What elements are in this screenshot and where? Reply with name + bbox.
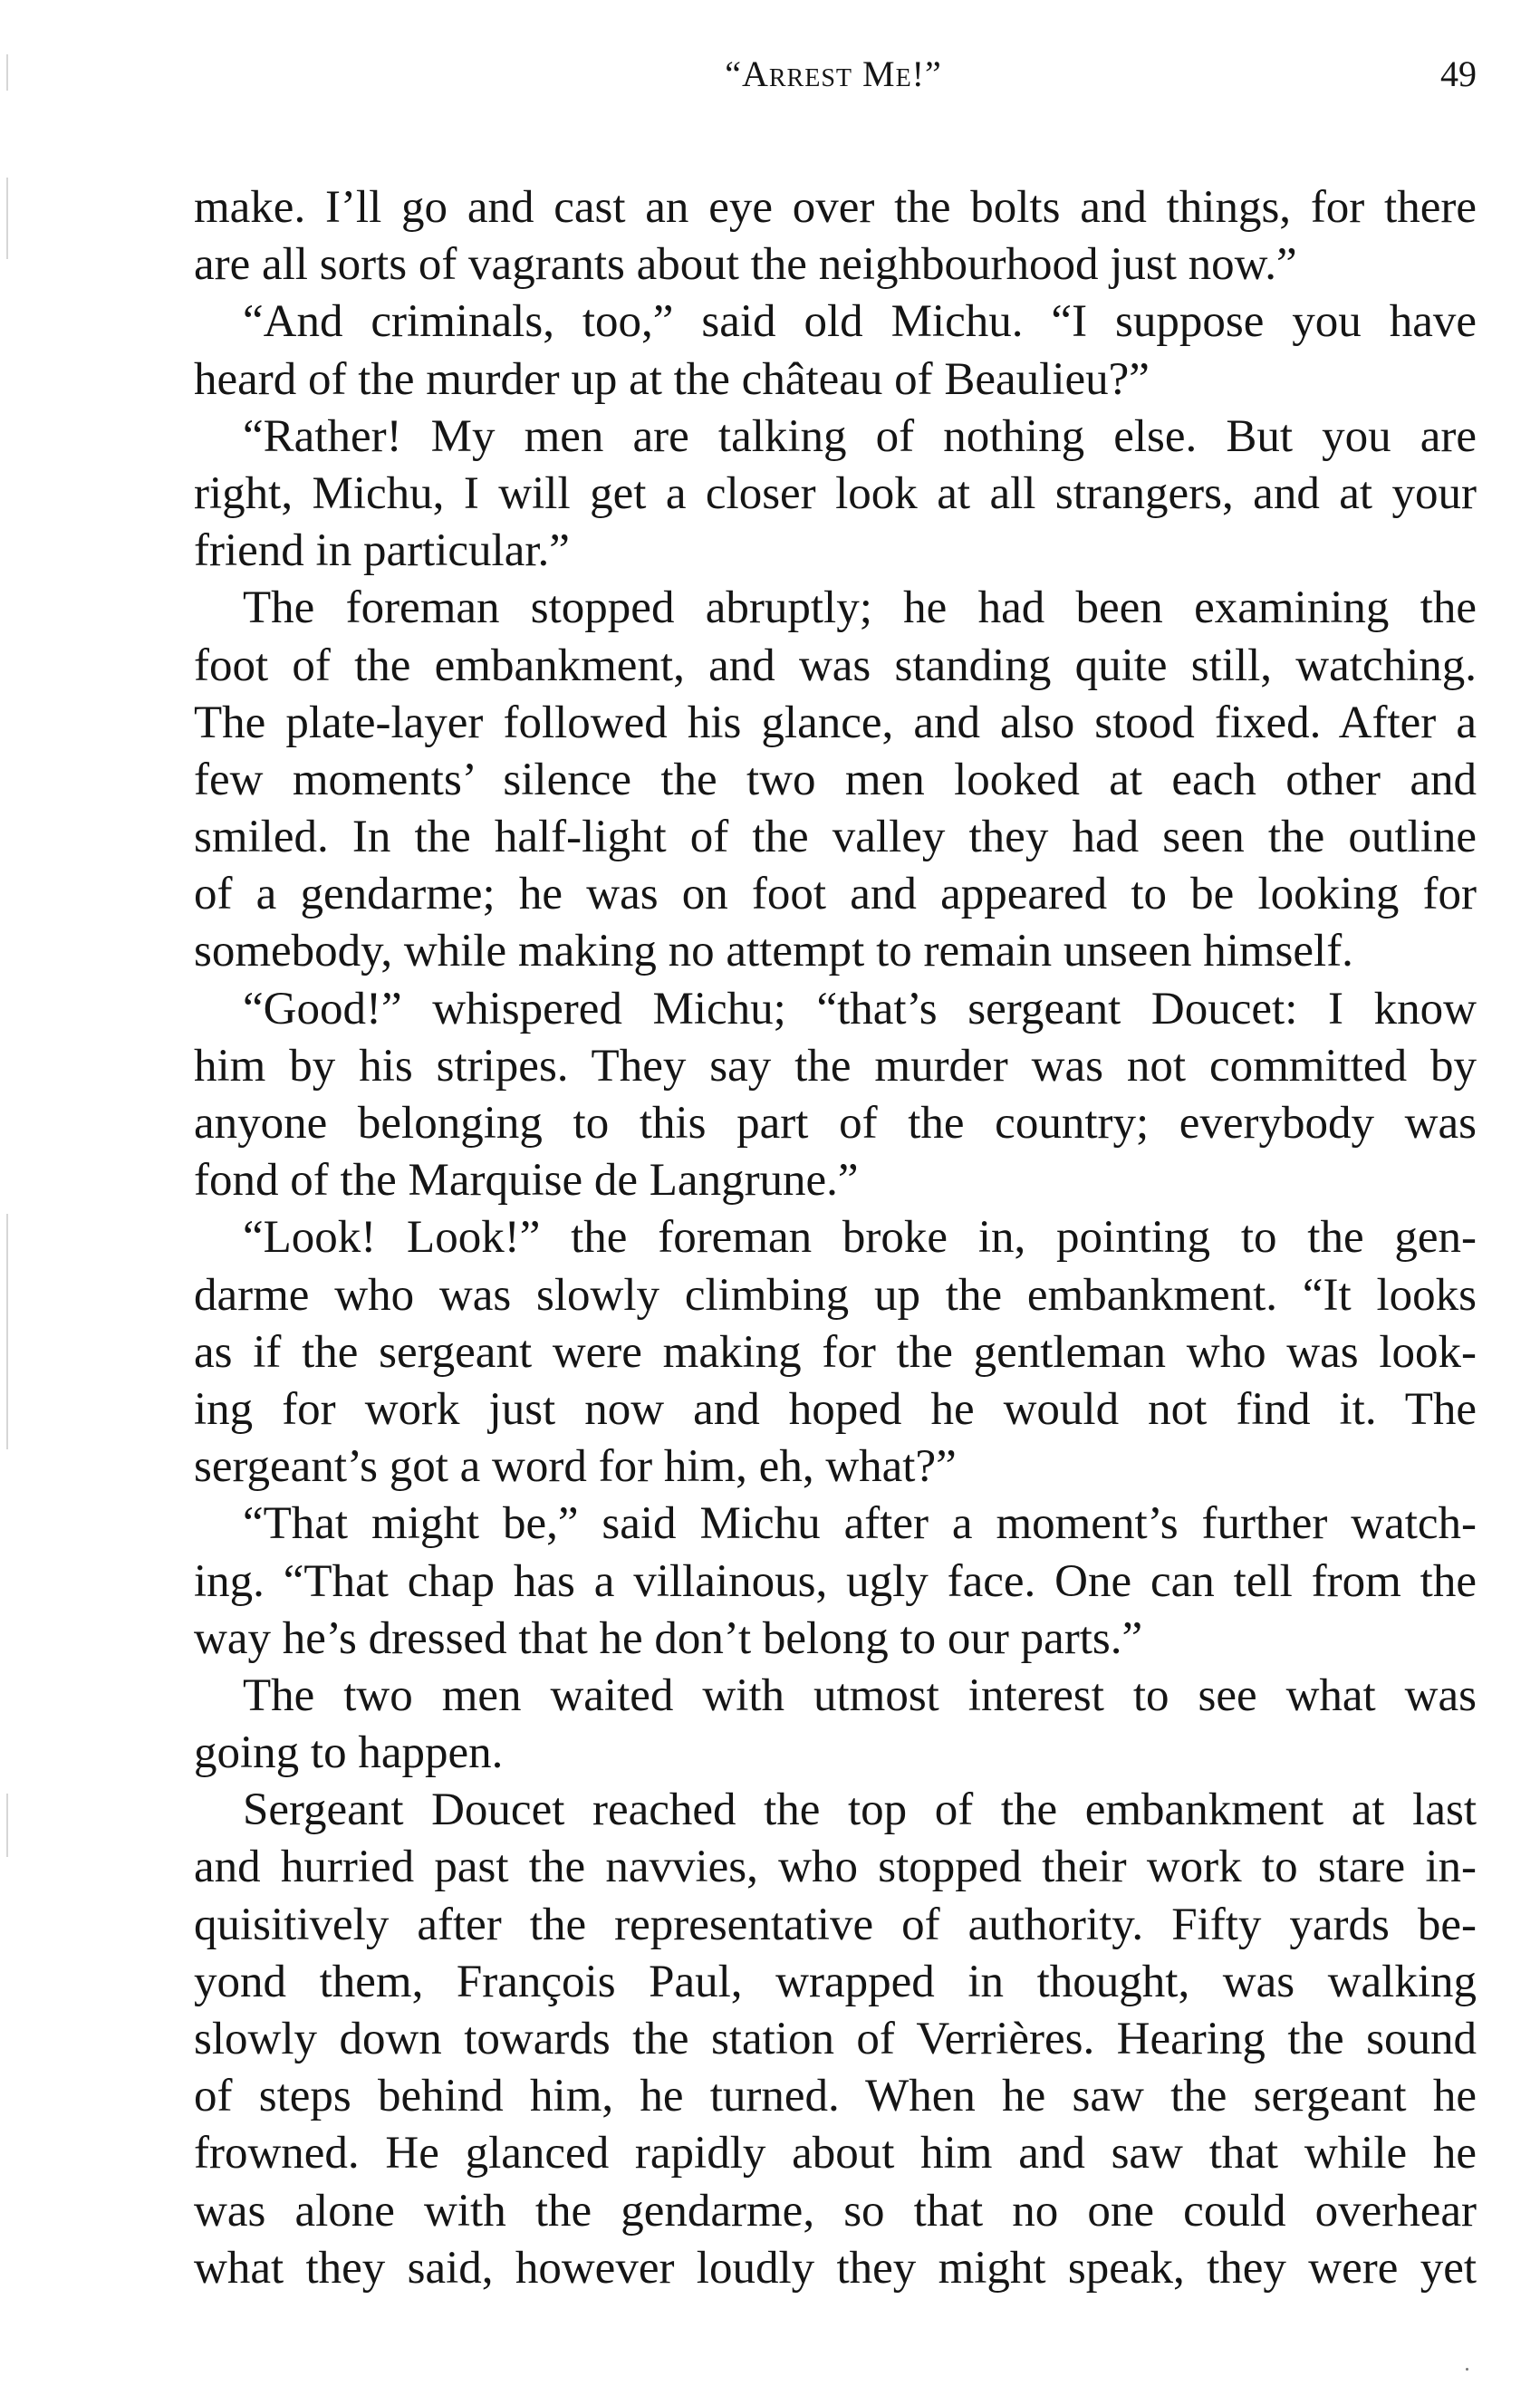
text-line: heard of the murder up at the château of Beaulieu?” — [194, 353, 1150, 405]
body-text — [194, 179, 1477, 2297]
text-line: Sergeant Doucet reached the top of the embankment at last — [243, 1785, 1477, 1836]
text-line: “Rather! My men are talking of nothing else. But you are — [243, 410, 1477, 462]
text-line: slowly down towards the station of Verrières. Hearing the sound — [194, 2014, 1477, 2064]
text-line: make. I’ll go and cast an eye over the bolts and things, for there — [194, 182, 1477, 233]
scan-edge-mark — [6, 1214, 8, 1449]
text-line: friend in particular.” — [194, 525, 570, 577]
text-line: yond them, François Paul, wrapped in thought, was walking — [194, 1956, 1477, 2007]
text-line: frowned. He glanced rapidly about him and saw that while he — [194, 2128, 1477, 2179]
text-line: of steps behind him, he turned. When he saw the sergeant he — [194, 2071, 1477, 2122]
page-header — [190, 53, 1477, 107]
page-number: 49 — [1440, 53, 1477, 94]
text-line: foot of the embankment, and was standing quite still, watching. — [194, 640, 1477, 691]
text-line: somebody, while making no attempt to remain unseen himself. — [194, 926, 1353, 977]
scan-speck — [1466, 2368, 1468, 2371]
text-line: “And criminals, too,” said old Michu. “I suppose you have — [243, 296, 1477, 348]
text-line: of a gendarme; he was on foot and appeared to be looking for — [194, 869, 1477, 920]
text-line: right, Michu, I will get a closer look at all strangers, and at your — [194, 467, 1477, 519]
text-line: The foreman stopped abruptly; he had been examining the — [243, 582, 1477, 634]
text-line: anyone belonging to this part of the country; everybody was — [194, 1098, 1477, 1149]
text-line: The plate-layer followed his glance, and also stood fixed. After a — [194, 697, 1477, 748]
text-line: smiled. In the half-light of the valley they had seen the outline — [194, 812, 1477, 863]
text-line: ing. “That chap has a villainous, ugly face. One can tell from the — [194, 1555, 1477, 1607]
text-line: “Good!” whispered Michu; “that’s sergeant Doucet: I know — [243, 983, 1477, 1034]
text-line: what they said, however loudly they might speak, they were yet — [194, 2242, 1477, 2294]
text-line: going to happen. — [194, 1727, 504, 1779]
text-line: him by his stripes. They say the murder was not committed by — [194, 1040, 1477, 1092]
text-line: “That might be,” said Michu after a moment’s further watch- — [243, 1498, 1477, 1550]
text-line: was alone with the gendarme, so that no one could overhear — [194, 2185, 1477, 2237]
text-line: quisitively after the representative of authority. Fifty yards be- — [194, 1899, 1477, 1950]
scan-edge-mark — [6, 1794, 8, 1857]
text-line: and hurried past the navvies, who stopped their work to stare in- — [194, 1842, 1477, 1893]
text-line: The two men waited with utmost interest to see what was — [243, 1669, 1477, 1721]
text-line: fond of the Marquise de Langrune.” — [194, 1155, 859, 1207]
text-line: ing for work just now and hoped he would not find it. The — [194, 1383, 1477, 1435]
text-line: darme who was slowly climbing up the embankment. “It looks — [194, 1269, 1477, 1321]
text-line: sergeant’s got a word for him, eh, what?” — [194, 1441, 957, 1493]
scan-edge-mark — [6, 178, 8, 259]
running-head: “Arrest Me!” — [725, 53, 942, 94]
text-line: as if the sergeant were making for the gentleman who was look- — [194, 1326, 1477, 1378]
scan-edge-mark — [6, 54, 8, 91]
text-line: “Look! Look!” the foreman broke in, pointing to the gen- — [243, 1212, 1477, 1264]
text-line: are all sorts of vagrants about the neighbourhood just now.” — [194, 239, 1297, 291]
text-line: few moments’ silence the two men looked at each other and — [194, 754, 1477, 805]
text-line: way he’s dressed that he don’t belong to our parts.” — [194, 1612, 1143, 1664]
